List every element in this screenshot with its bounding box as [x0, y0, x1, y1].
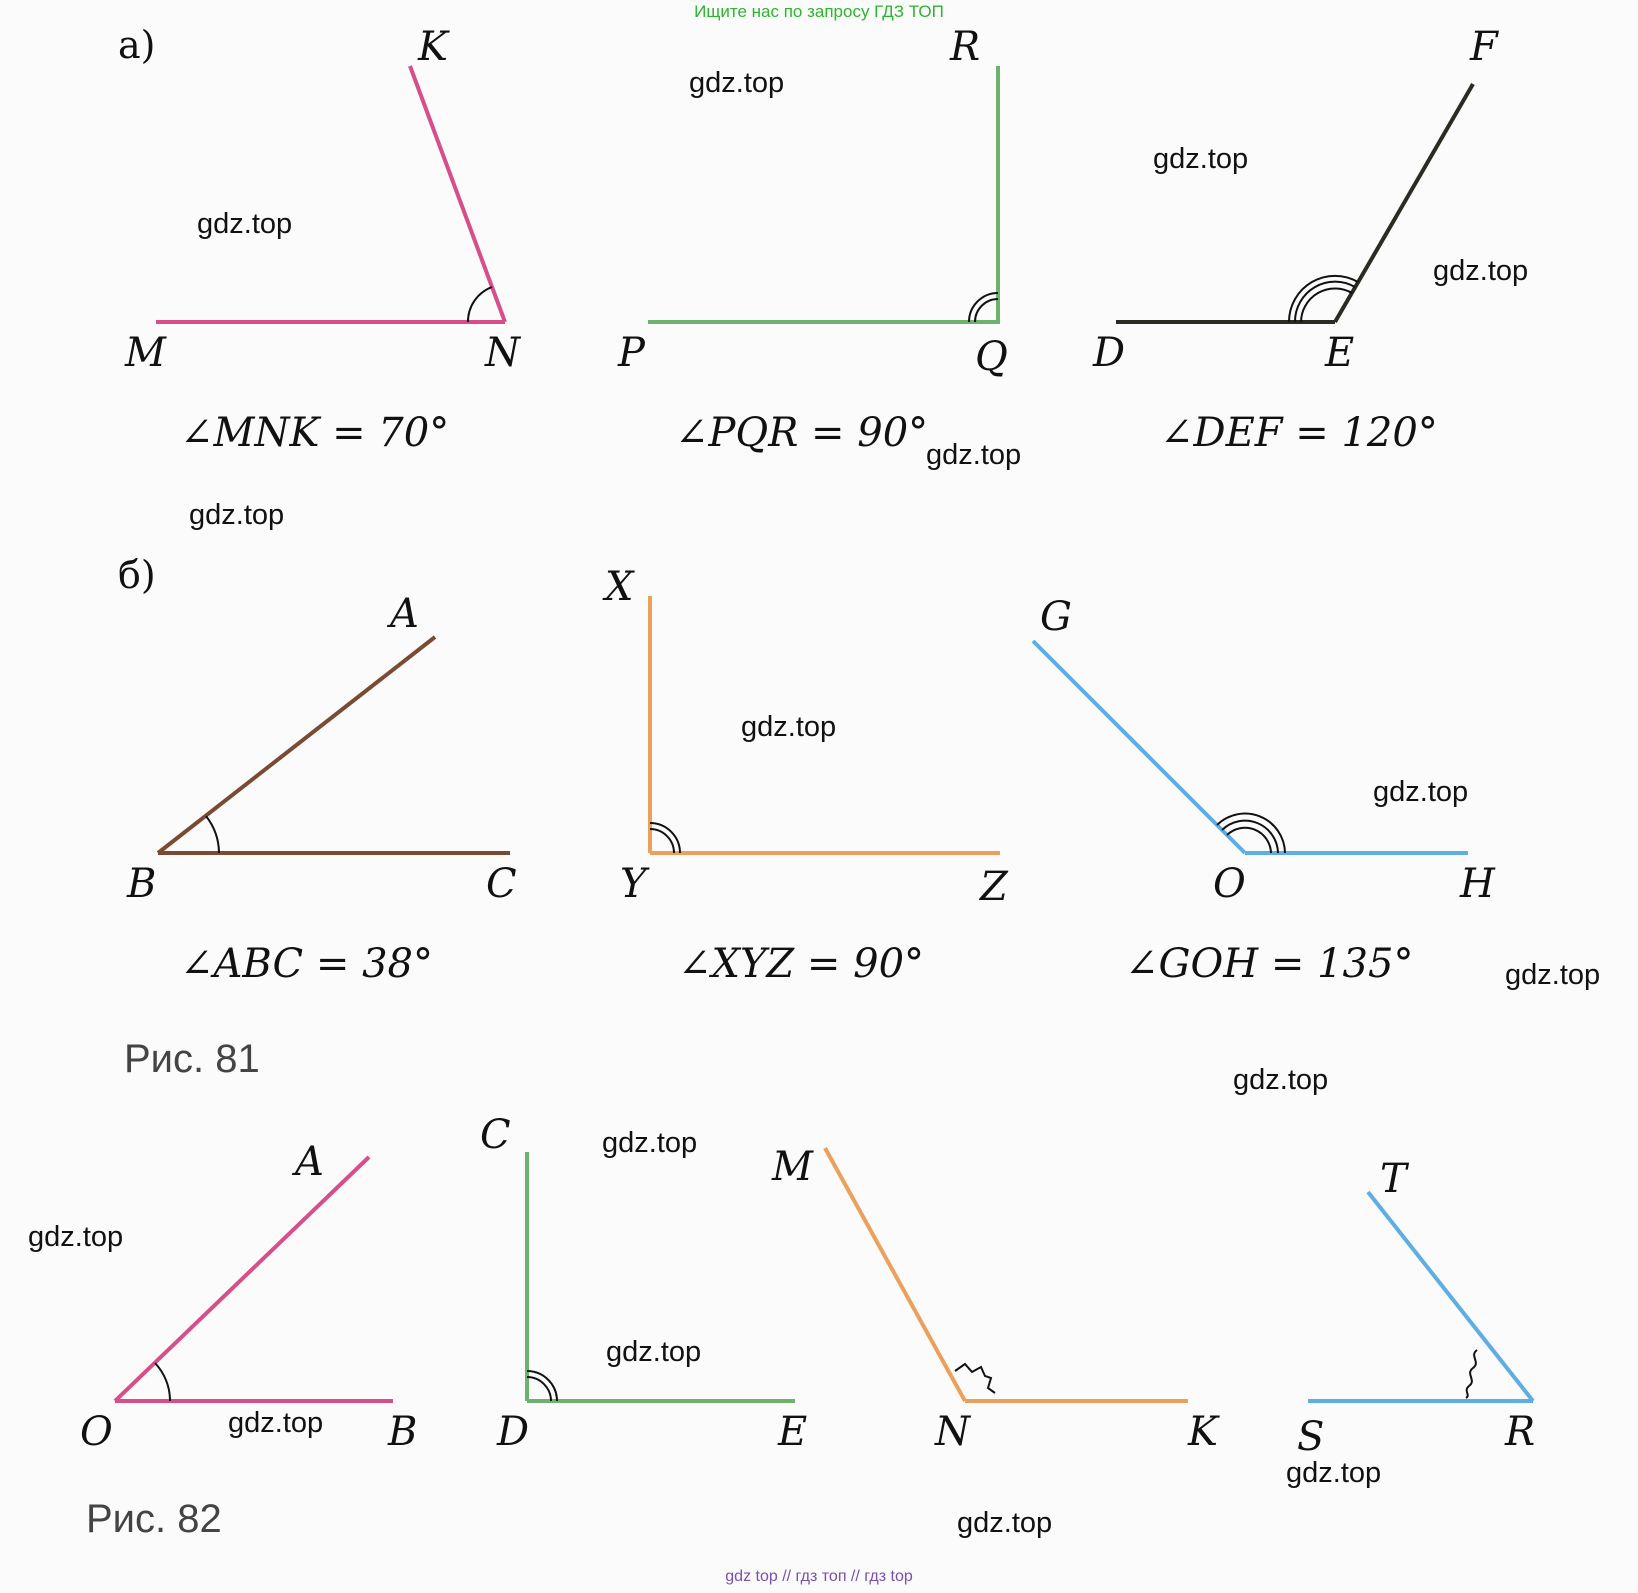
point-x-label: X	[605, 564, 634, 610]
watermark: gdz.top	[689, 67, 785, 99]
point-c-label: C	[486, 861, 517, 907]
watermark: gdz.top	[602, 1127, 698, 1159]
angle-arc-y-outer	[650, 823, 680, 853]
fig82-point-d-label: D	[497, 1409, 530, 1455]
angle-arc-y-inner	[650, 829, 674, 853]
point-d-label: D	[1093, 330, 1126, 376]
ray-og	[1033, 641, 1245, 853]
equation-abc: ∠ABC = 38°	[180, 941, 433, 987]
angle-def	[1116, 84, 1473, 322]
angle-abc	[158, 637, 510, 853]
fig82-point-c-label: C	[480, 1112, 511, 1158]
fig82-point-b-label: B	[388, 1409, 418, 1455]
point-m-label: M	[125, 330, 166, 376]
watermark: gdz.top	[228, 1407, 324, 1439]
fig82-point-a-label: A	[295, 1139, 324, 1185]
point-g-label: G	[1040, 594, 1072, 640]
watermark: gdz.top	[741, 711, 837, 743]
point-q-label: Q	[975, 334, 1008, 380]
angle-goh	[1033, 641, 1468, 853]
watermarks	[28, 67, 1600, 1539]
watermark: gdz.top	[1433, 255, 1529, 287]
angle-wavy-mark-n	[955, 1364, 995, 1393]
watermark: gdz.top	[1153, 143, 1249, 175]
angle-mnk-82	[825, 1148, 1188, 1401]
point-z-label: Z	[980, 864, 1008, 910]
ray-nk	[410, 66, 505, 322]
watermark: gdz.top	[1233, 1064, 1329, 1096]
fig82-point-e-label: E	[778, 1409, 808, 1455]
angle-arc-82-d-inner	[527, 1377, 551, 1401]
fig82-point-o-label: O	[80, 1409, 113, 1455]
equation-xyz: ∠XYZ = 90°	[678, 941, 925, 987]
fig82-point-s-label: S	[1297, 1414, 1325, 1460]
part-a-label: а)	[118, 23, 156, 67]
point-p-label: P	[618, 330, 645, 376]
watermark: gdz.top	[28, 1221, 124, 1253]
point-r-label: R	[950, 24, 981, 70]
equation-pqr: ∠PQR = 90°	[675, 410, 929, 456]
point-h-label: H	[1460, 861, 1495, 907]
header-note: Ищите нас по запросу ГДЗ ТОП	[694, 2, 944, 21]
point-n-label: N	[485, 330, 520, 376]
point-y-label: Y	[620, 861, 647, 907]
angle-arc-q-inner	[975, 299, 998, 322]
figure-82-caption: Рис. 82	[86, 1497, 222, 1541]
angle-arc-82-d-outer	[527, 1371, 557, 1401]
ray-ba	[158, 637, 435, 853]
fig82-point-m-label: M	[772, 1144, 813, 1190]
point-b-label: B	[127, 861, 157, 907]
point-k-label: K	[418, 24, 448, 70]
point-a-label: A	[390, 591, 419, 637]
angle-aob	[115, 1157, 393, 1401]
point-o-label: O	[1213, 861, 1246, 907]
fig82-point-k-label: K	[1188, 1409, 1218, 1455]
angle-arc-n	[468, 287, 492, 322]
angle-mnk	[156, 66, 505, 322]
watermark: gdz.top	[1286, 1457, 1382, 1489]
angle-trs	[1308, 1192, 1533, 1401]
part-b-label: б)	[118, 553, 156, 597]
point-f-label: F	[1470, 24, 1498, 70]
watermark: gdz.top	[197, 208, 293, 240]
point-e-label: E	[1325, 330, 1355, 376]
angle-arc-q-outer	[969, 293, 998, 322]
watermark: gdz.top	[606, 1336, 702, 1368]
angle-arc-b	[206, 816, 219, 853]
fig82-point-r-label: R	[1505, 1409, 1536, 1455]
fig82-point-n-label: N	[935, 1409, 970, 1455]
watermark: gdz.top	[1505, 959, 1601, 991]
ray-rt	[1368, 1192, 1533, 1401]
ray-nm-82	[825, 1148, 965, 1401]
footer-note: gdz top // гдз топ // гдз top	[725, 1568, 913, 1585]
equation-goh: ∠GOH = 135°	[1125, 941, 1414, 987]
equation-mnk: ∠MNK = 70°	[180, 410, 450, 456]
angle-arc-82-o	[155, 1363, 170, 1401]
fig82-point-t-label: T	[1380, 1156, 1407, 1202]
angle-wavy-mark-r	[1466, 1350, 1477, 1398]
watermark: gdz.top	[926, 439, 1022, 471]
watermark: gdz.top	[189, 499, 285, 531]
watermark: gdz.top	[1373, 776, 1469, 808]
equation-def: ∠DEF = 120°	[1160, 410, 1438, 456]
figure-81-caption: Рис. 81	[124, 1037, 260, 1081]
watermark: gdz.top	[957, 1507, 1053, 1539]
angle-pqr	[648, 66, 1000, 322]
ray-oa	[115, 1157, 369, 1401]
